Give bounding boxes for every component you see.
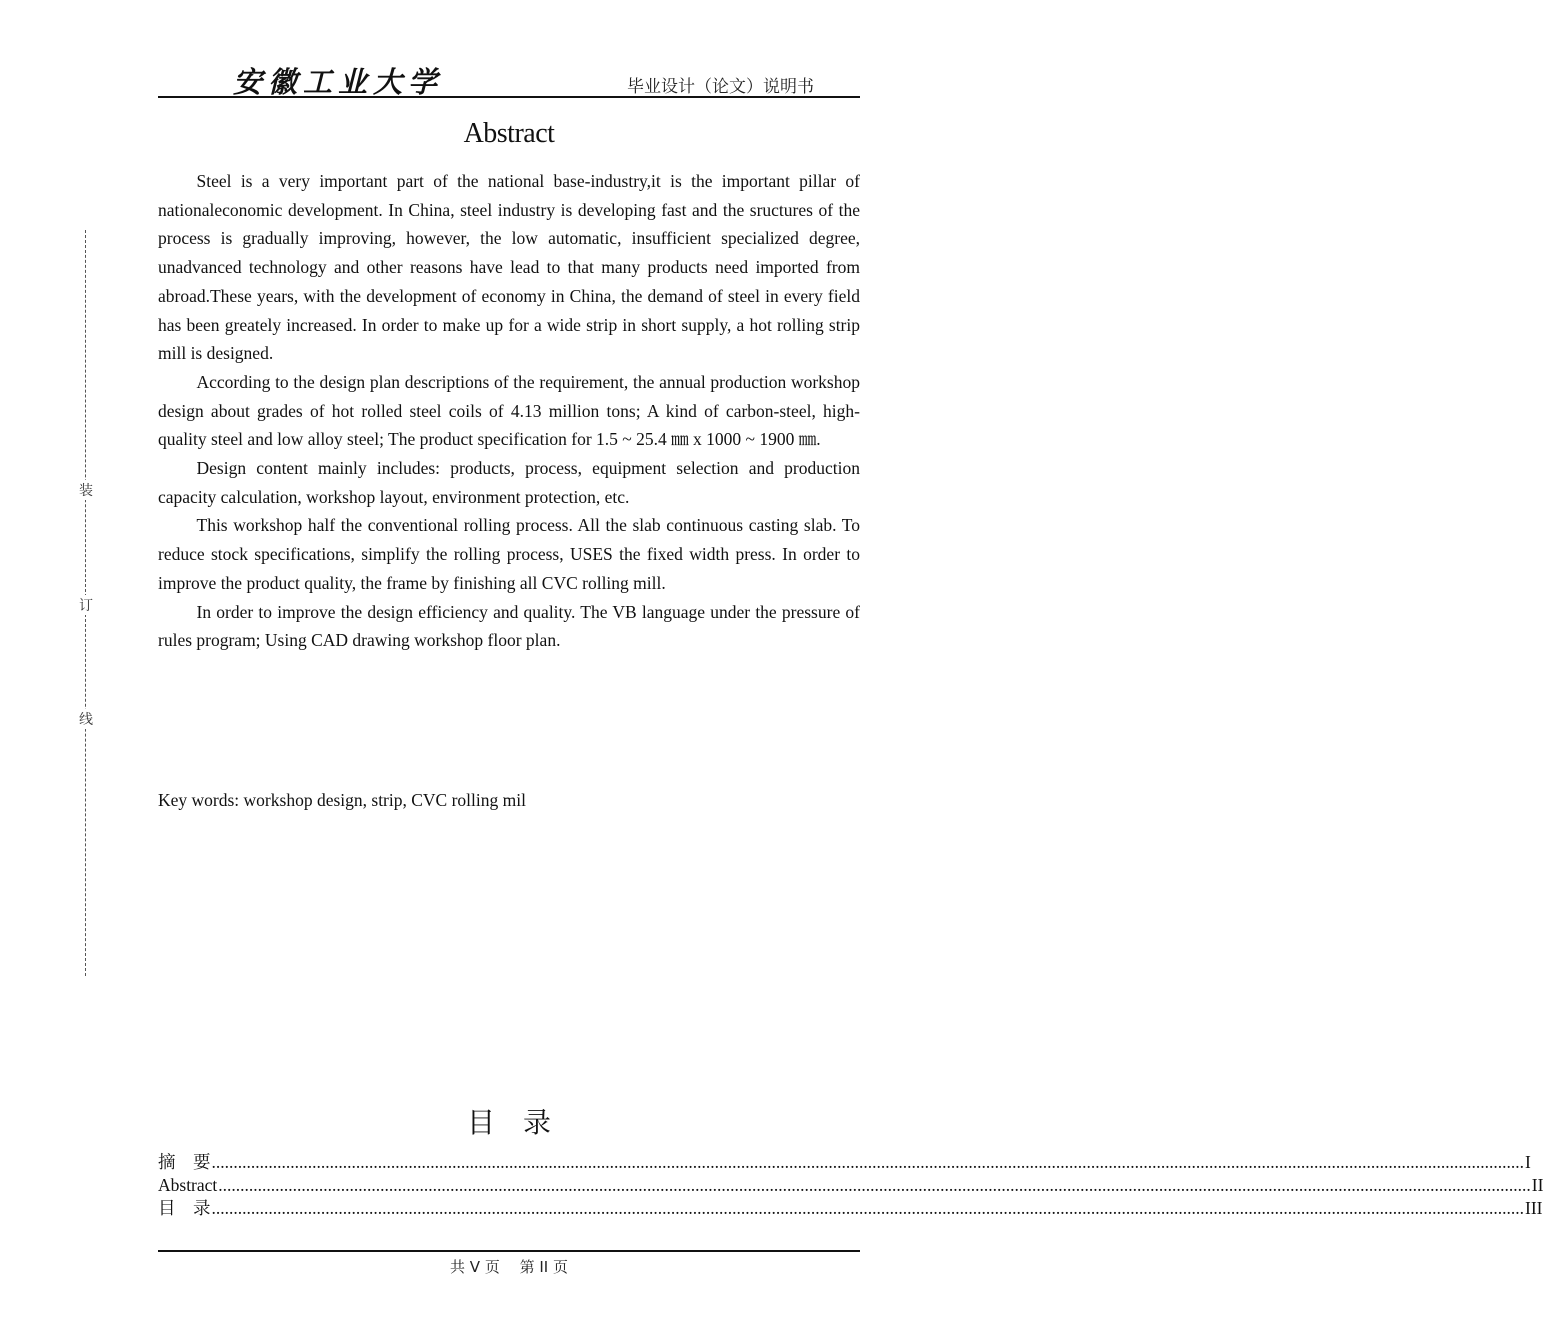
toc-entry-page: I	[1525, 1152, 1531, 1172]
abstract-paragraph: In order to improve the design efficiency and quality. The VB language under the pressure of rules program; Using CAD drawing workshop floor plan.	[158, 601, 860, 651]
toc-entry[interactable]	[158, 1174, 1543, 1197]
toc-entry-label: 目 录	[158, 1198, 211, 1218]
toc-list	[158, 1151, 1543, 1220]
page-footer: 共 V 页 第 II 页	[450, 1258, 568, 1276]
page-header	[158, 58, 860, 99]
header-rule	[158, 96, 860, 98]
footer-rule	[158, 1250, 860, 1252]
toc-entry[interactable]	[158, 1197, 1543, 1220]
toc-entry-label: Abstract	[158, 1175, 218, 1195]
binding-line	[78, 230, 94, 976]
abstract-body	[158, 167, 860, 655]
abstract-paragraph: Design content mainly includes: products, process, equipment selection and production capacity calculation, workshop layout, environment protection, etc.	[158, 458, 860, 507]
abstract-paragraph: This workshop half the conventional rolling process. All the slab continuous casting slab. To reduce stock specifications, simplify the rolling process, USES the fixed width press. In order to improve the product quality, the frame by finishing all CVC rolling mill.	[158, 515, 860, 593]
binding-char-zhuang: 装	[78, 480, 94, 500]
document-type: 毕业设计（论文）说明书	[627, 77, 814, 97]
toc-entry-page: II	[1531, 1175, 1543, 1195]
abstract-paragraph: Steel is a very important part of the national base-industry,it is the important pillar of nationaleconomic development. In China, steel industry is developing fast and the sructures of the process is gradually improving, however, the low automatic, insufficient specialized degree, unadvanced technology and other reasons have lead to that many products need imported from abroad.These years, with the development of economy in China, the demand of steel in every field has been greately increased. In order to make up for a wide strip in short supply, a hot rolling strip mill is designed.	[158, 171, 860, 364]
binding-char-xian: 线	[78, 709, 94, 729]
abstract-title: Abstract	[463, 118, 555, 149]
toc-entry[interactable]	[158, 1151, 1531, 1174]
binding-char-ding: 订	[78, 595, 94, 615]
toc-dot-leader: ............................................................................................................................................................................................................................................................................................................	[218, 1175, 1531, 1195]
keywords: Key words: workshop design, strip, CVC rolling mil	[158, 790, 526, 810]
abstract-paragraph: According to the design plan descriptions of the requirement, the annual production workshop design about grades of hot rolled steel coils of 4.13 million tons; A kind of carbon-steel, high-quality steel and low alloy steel; The product specification for 1.5 ~ 25.4 ㎜ x 1000 ~ 1900 ㎜.	[158, 371, 860, 450]
university-name: 安徽工业大学	[233, 65, 444, 99]
toc-title: 目 录	[466, 1106, 551, 1139]
toc-dot-leader: ............................................................................................................................................................................................................................................................................................................	[211, 1152, 1524, 1172]
toc-entry-label: 摘 要	[158, 1152, 211, 1172]
toc-entry-page: III	[1525, 1198, 1543, 1218]
toc-dot-leader: ............................................................................................................................................................................................................................................................................................................	[211, 1198, 1524, 1218]
